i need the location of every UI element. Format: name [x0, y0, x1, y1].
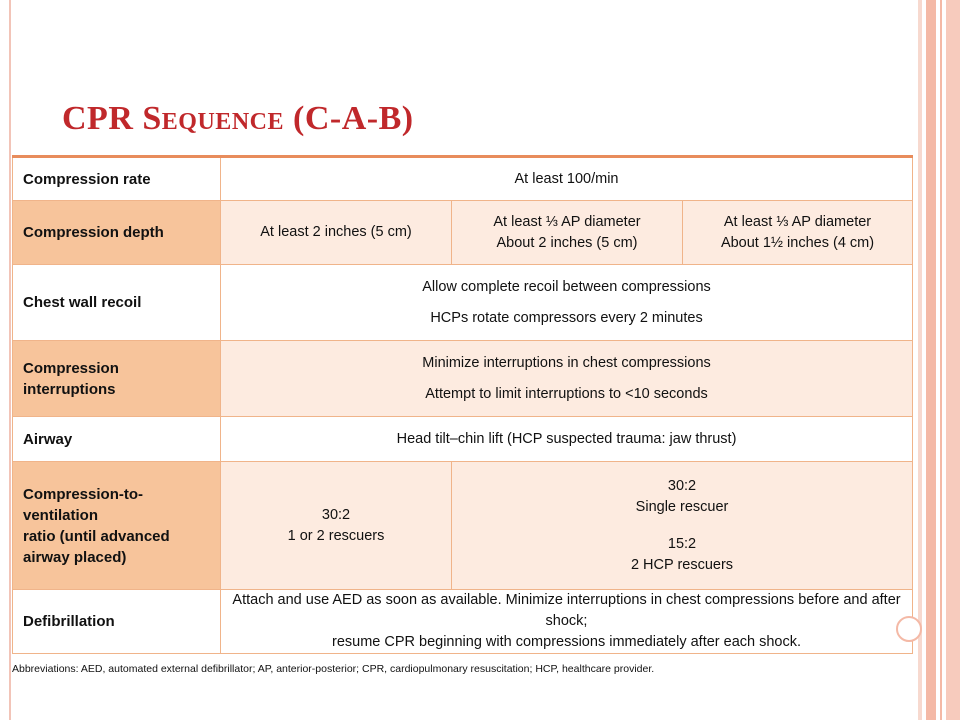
title-suffix: (C-A-B) [284, 100, 414, 137]
cell-line: Minimize interruptions in chest compressions [422, 354, 711, 371]
table-cell [683, 201, 913, 265]
table-cell [221, 265, 913, 341]
cpr-table [12, 155, 913, 654]
cell-line: 30:2 [667, 477, 697, 494]
table-cell: At least 100/min [221, 157, 913, 201]
table-cell [221, 341, 913, 417]
table-row [13, 265, 913, 341]
table-cell: At least 2 inches (5 cm) [221, 201, 452, 265]
row-header [13, 462, 221, 590]
cell-line: Single rescuer [635, 498, 729, 515]
cell-line: resume CPR beginning with compressions immediately after each shock. [331, 634, 802, 650]
table-row [13, 201, 913, 265]
row-header: Chest wall recoil [13, 265, 221, 341]
slide-circle-decoration [896, 616, 922, 642]
cell-line: 2 HCP rescuers [630, 556, 734, 573]
row-header: Defibrillation [13, 590, 221, 654]
cell-line: About 2 inches (5 cm) [496, 234, 638, 251]
cell-line: 15:2 [667, 535, 697, 552]
cell-line: 30:2 [321, 506, 351, 523]
cell-line: At least ⅓ AP diameter [723, 213, 872, 230]
slide-left-rule [9, 0, 11, 720]
table-row [13, 417, 913, 462]
table-cell [452, 201, 683, 265]
cell-line: At least ⅓ AP diameter [493, 213, 641, 230]
row-header: Compression interruptions [13, 341, 221, 417]
cell-line: About 1½ inches (4 cm) [720, 234, 875, 251]
cell-line: Attach and use AED as soon as available. Minimize interruptions in chest compressions before and after shock; [232, 592, 901, 629]
cell-line: 1 or 2 rescuers [287, 527, 385, 544]
slide-right-stripes [918, 0, 960, 720]
row-header-line: Compression-to-ventilation [23, 485, 143, 524]
row-header-line: ratio (until advanced [23, 527, 170, 545]
table-cell [452, 462, 913, 590]
title-smallcaps: Sequence [142, 100, 284, 137]
cell-line: Attempt to limit interruptions to <10 seconds [425, 385, 708, 402]
row-header-line: airway placed) [23, 548, 127, 566]
row-header: Compression rate [13, 157, 221, 201]
abbreviations-note: Abbreviations: AED, automated external defibrillator; AP, anterior-posterior; CPR, cardiopulmonary resuscitation; HCP, healthcare provider. [12, 663, 655, 675]
cell-line: Allow complete recoil between compressions [422, 278, 711, 295]
table-cell [221, 462, 452, 590]
table-row [13, 590, 913, 654]
table-row [13, 157, 913, 201]
row-header: Compression depth [13, 201, 221, 265]
table-row [13, 462, 913, 590]
table-cell [221, 590, 913, 654]
table-cell: Head tilt–chin lift (HCP suspected trauma: jaw thrust) [221, 417, 913, 462]
cell-line: HCPs rotate compressors every 2 minutes [430, 309, 703, 326]
table-row [13, 341, 913, 417]
slide-title [62, 100, 414, 138]
title-main: CPR [62, 100, 143, 137]
row-header: Airway [13, 417, 221, 462]
